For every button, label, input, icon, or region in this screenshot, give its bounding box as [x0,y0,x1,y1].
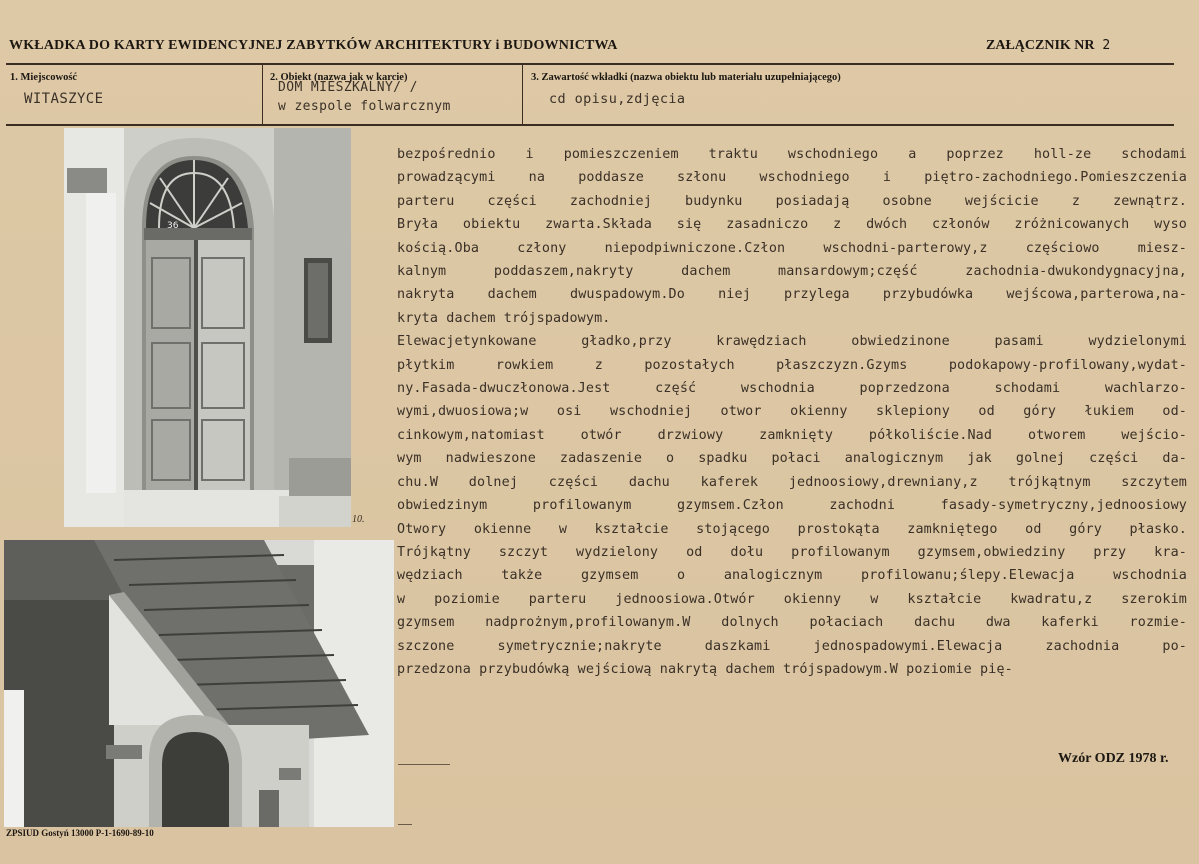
photo-doorway-image [64,128,351,527]
description-line: Trójkątny szczyt wydzielony od dołu profilowanym gzymsem,obwiedziny przy kra- [397,544,1187,560]
description-line: szczone symetrycznie;nakryte daszkami jednospadowymi.Elewacja zachodnia po- [397,638,1187,654]
object-value-line2: w zespole folwarcznym [278,99,451,114]
description-line: prowadzącymi na poddasze szłonu wschodniego i piętro-zachodniego.Pomieszczenia [397,170,1187,186]
photo-doorway [64,128,351,527]
mark-line-1 [398,764,450,765]
description-line: obwiedzinym profilowanym gzymsem.Człon zachodni fasady-symetryczny,jednoosiowy [397,498,1187,514]
description-line: wędziach także gzymsem o analogicznym profilowanu;ślepy.Elewacja wschodnia [397,568,1187,584]
attachment-number: ZAŁĄCZNIK NR 2 [986,38,1111,53]
form-version: Wzór ODZ 1978 r. [1058,751,1169,766]
description-line: kryta dachem trójspadowym. [397,310,611,326]
fields-rule [6,124,1174,126]
description-line: Bryła obiektu zwarta.Składa się zasadniczo z dwóch członów zróżnicowanych wyso [397,217,1187,233]
photo-canopy [4,540,394,827]
locality-value: WITASZYCE [24,91,104,107]
object-value-line1: DOM MIESZKALNY/ / [278,80,418,95]
photo-canopy-image [4,540,394,827]
printer-info: ZPSIUD Gostyń 13000 P-1-1690-89-10 [6,828,154,838]
description-line: przedzona przybudówką wejściową nakrytą dachem trójspadowym.W poziomie pię- [397,661,1013,677]
description-line: bezpośrednio i pomieszczeniem traktu wschodniego a poprzez holl-ze schodami [397,147,1187,162]
header-rule [6,63,1174,65]
field-2-label: 2. Obiekt (nazwa jak w karcie) [270,72,408,83]
description-line: kością.Oba człony niepodpiwniczone.Człon wschodni-parterowy,z częściowo miesz- [397,240,1187,256]
field-3-label: 3. Zawartość wkładki (nazwa obiektu lub materiału uzupełniającego) [531,72,841,83]
description-text [397,143,1187,681]
door-number: 36 [167,221,179,231]
description-line: płytkim rowkiem z pozostałych płaszczyzn.Gzyms podokapowy-profilowany,wydat- [397,357,1187,373]
description-line: gzymsem nadprożnym,profilowanym.W dolnych połaciach dachu dwa kaferki rozmie- [397,615,1187,631]
mark-line-2 [398,824,412,825]
description-line: w poziomie parteru jednoosiowa.Otwór okienny w kształcie kwadratu,z szerokim [397,591,1187,607]
description-line: nakryta dachem dwuspadowym.Do niej przylega przybudówka wejścowa,parterowa,na- [397,287,1187,303]
description-line: cinkowym,natomiast otwór drzwiowy zamknięty półkoliście.Nad otworem wejścio- [397,427,1187,443]
photo-number: 10. [352,514,365,525]
description-line: wym nadwieszone zadaszenie o spadku połaci analogicznym jak golnej części da- [397,451,1187,467]
description-line: Otwory okienne w kształcie stojącego prostokąta zamkniętego od góry płasko. [397,521,1187,537]
form-title: WKŁADKA DO KARTY EWIDENCYJNEJ ZABYTKÓW ARCHITEKTURY i BUDOWNICTWA [9,38,618,53]
description-line: wymi,dwuosiowa;w osi wschodniej otwor okienny sklepiony od góry łukiem od- [397,404,1187,420]
content-value: cd opisu,zdjęcia [549,91,686,107]
field-1-label: 1. Miejscowość [10,72,78,83]
description-line: parteru części zachodniej budynku posiadają osobne wejścicie z zewnątrz. [397,193,1187,209]
description-line: chu.W dolnej części dachu kaferek jednoosiowy,drewniany,z trójkątnym szczytem [397,474,1187,490]
description-line: kalnym poddaszem,nakryty dachem mansardowym;część zachodnia-dwukondygnacyjna, [397,264,1187,280]
description-line: Elewacjetynkowane gładko,przy krawędziach obwiedzinone pasami wydzielonymi [397,334,1187,350]
description-line: ny.Fasada-dwuczłonowa.Jest część wschodnia poprzedzona schodami wachlarzo- [397,381,1187,397]
field-divider-1 [262,65,263,124]
field-divider-2 [522,65,523,124]
